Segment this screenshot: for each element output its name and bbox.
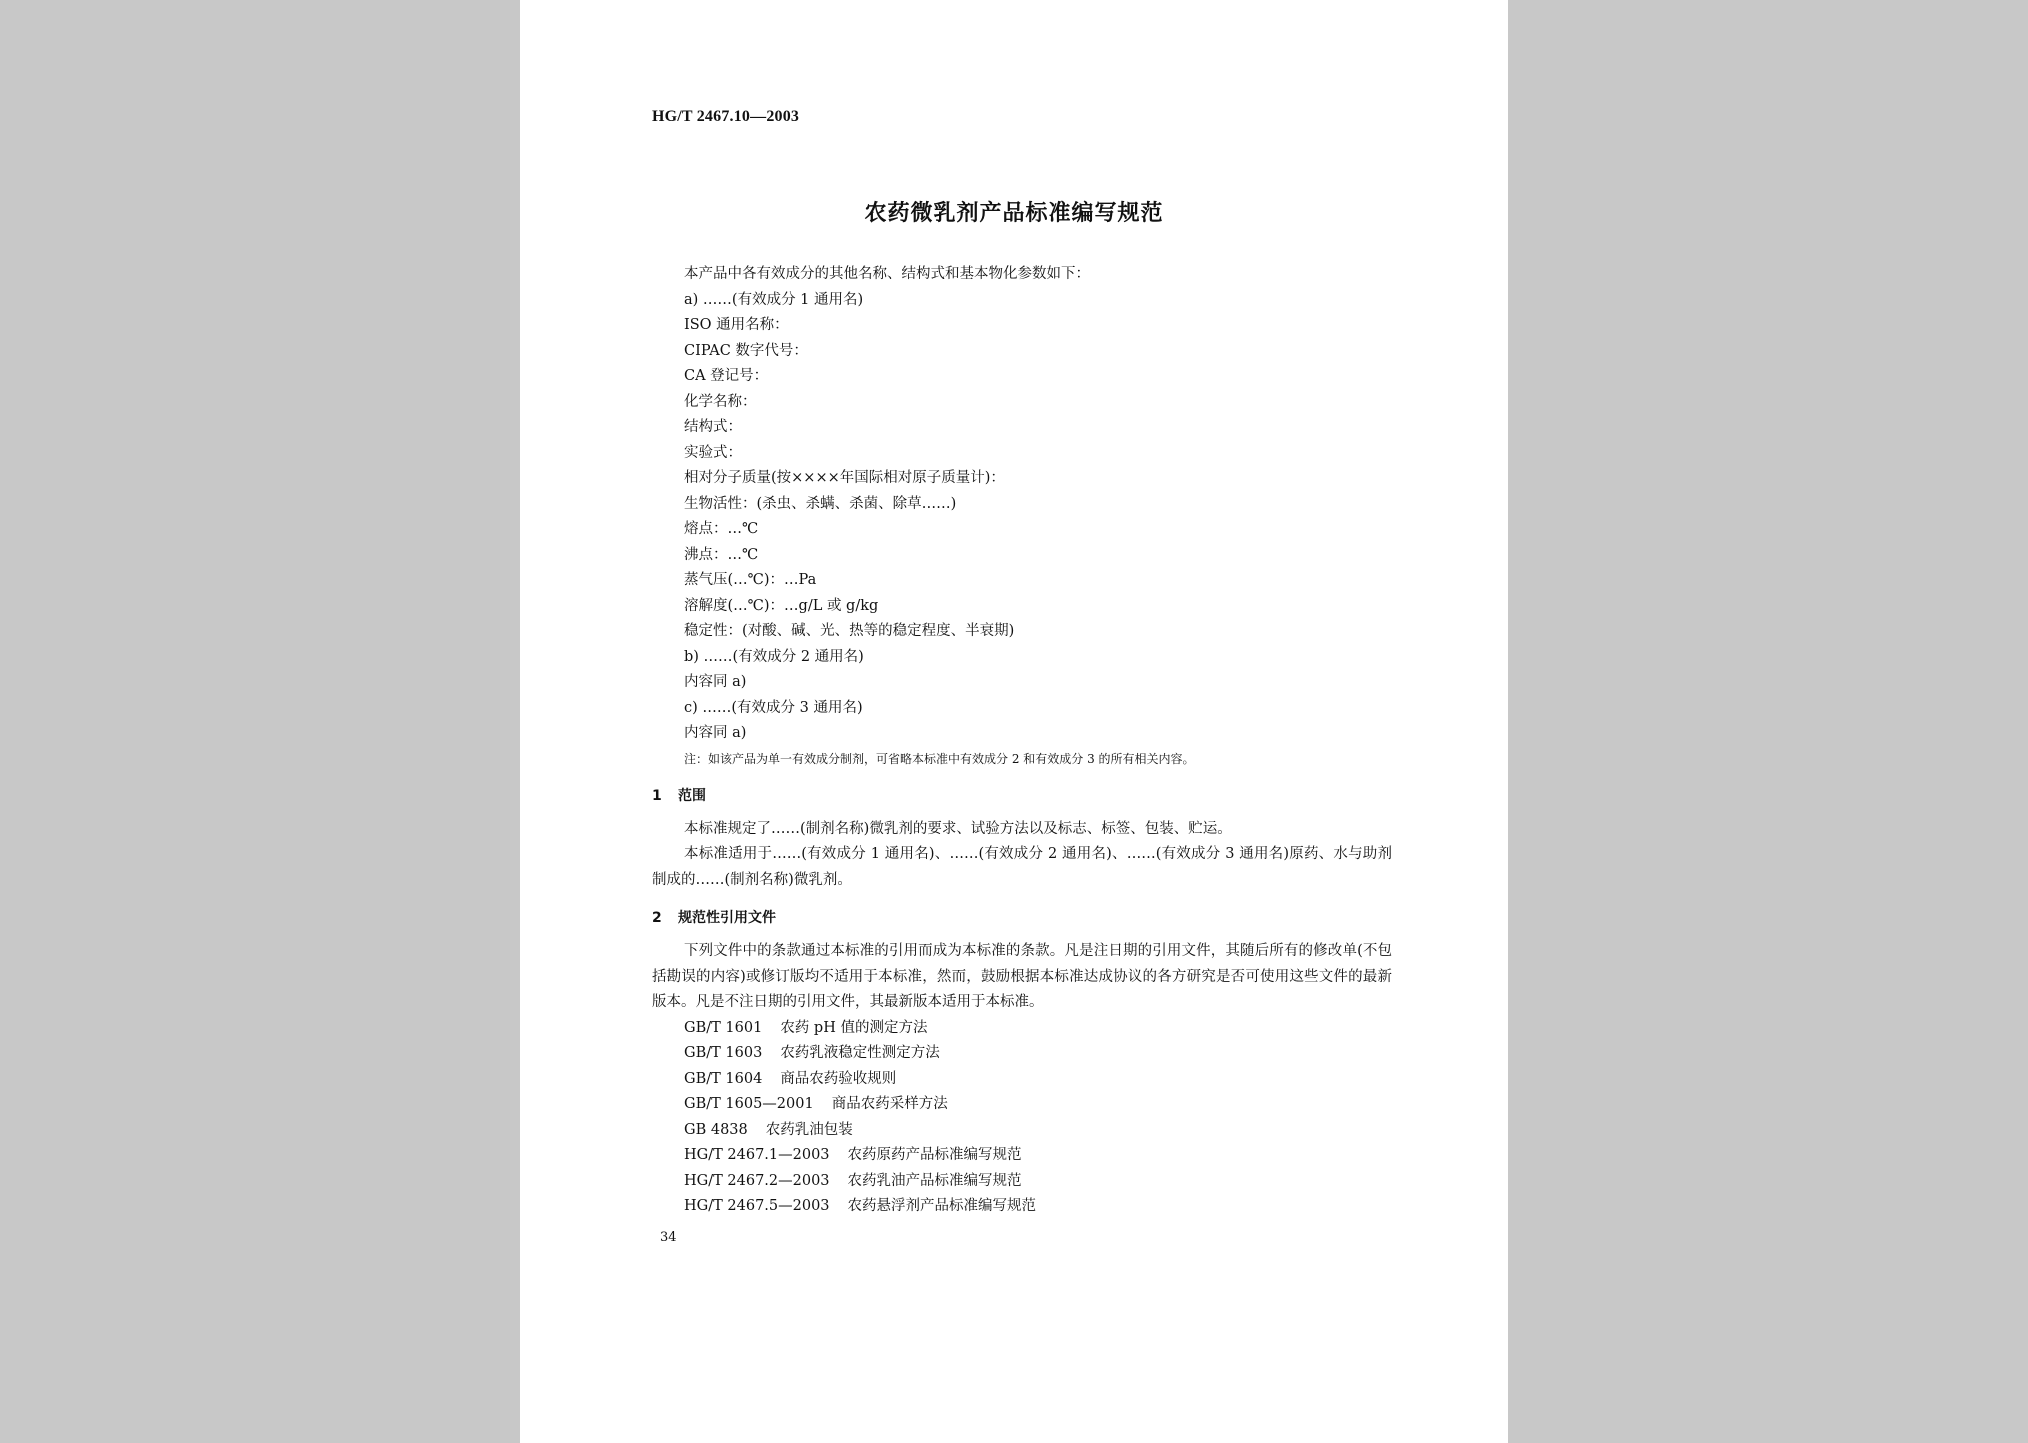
intro-line: 蒸气压(…℃)：…Pa <box>684 572 817 588</box>
intro-note: 注：如该产品为单一有效成分制剂，可省略本标准中有效成分 2 和有效成分 3 的所有相关内容。 <box>684 751 1195 766</box>
intro-line: 内容同 a) <box>684 674 747 690</box>
reference-item <box>652 1067 1392 1093</box>
intro-line: 内容同 a) <box>684 725 747 741</box>
intro-line: 本产品中各有效成分的其他名称、结构式和基本物化参数如下： <box>684 266 1090 282</box>
intro-block <box>652 262 1392 771</box>
section-2-paragraph: 下列文件中的条款通过本标准的引用而成为本标准的条款。凡是注日期的引用文件，其随后所有的修改单(不包括勘误的内容)或修订版均不适用于本标准，然而，鼓励根据本标准达成协议的各方研究是否可使用这些文件的最新版本。凡是不注日期的引用文件，其最新版本适用于本标准。 <box>652 943 1392 1010</box>
section-2-heading <box>652 905 1392 931</box>
reference-code: HG/T 2467.5—2003 <box>684 1198 830 1214</box>
reference-code: GB 4838 <box>684 1121 748 1138</box>
reference-name: 商品农药采样方法 <box>831 1096 948 1112</box>
intro-line: ISO 通用名称： <box>684 317 789 333</box>
section-title: 规范性引用文件 <box>678 910 776 926</box>
reference-item <box>652 1016 1392 1042</box>
intro-line: 稳定性：(对酸、碱、光、热等的稳定程度、半衰期) <box>684 623 1015 639</box>
section-1-heading <box>652 783 1392 809</box>
intro-line: 熔点：…℃ <box>684 521 759 537</box>
document-code: HG/T 2467.10—2003 <box>652 108 800 125</box>
intro-line: a) ……(有效成分 1 通用名) <box>684 291 864 308</box>
section-title: 范围 <box>678 787 706 804</box>
reference-name: 农药乳油产品标准编写规范 <box>847 1172 1022 1189</box>
intro-line: 相对分子质量(按××××年国际相对原子质量计)： <box>684 470 1005 486</box>
intro-line: 溶解度(…℃)：…g/L 或 g/kg <box>684 597 879 614</box>
intro-line: 化学名称： <box>684 393 757 410</box>
section-number: 1 <box>652 787 662 804</box>
reference-code: GB/T 1605—2001 <box>684 1096 814 1112</box>
section-1-paragraph: 本标准规定了……(制剂名称)微乳剂的要求、试验方法以及标志、标签、包装、贮运。 <box>684 820 1232 837</box>
reference-item <box>652 1092 1392 1118</box>
reference-code: GB/T 1603 <box>684 1045 763 1061</box>
reference-code: GB/T 1604 <box>684 1070 763 1087</box>
reference-code: GB/T 1601 <box>684 1019 763 1036</box>
reference-name: 农药悬浮剂产品标准编写规范 <box>847 1198 1037 1214</box>
reference-name: 农药 pH 值的测定方法 <box>780 1019 928 1036</box>
intro-line: 结构式： <box>684 419 742 435</box>
reference-item <box>652 1143 1392 1169</box>
reference-code: HG/T 2467.1—2003 <box>684 1147 830 1163</box>
document-title: 农药微乳剂产品标准编写规范 <box>864 201 1164 226</box>
reference-name: 商品农药验收规则 <box>780 1070 897 1087</box>
reference-name: 农药原药产品标准编写规范 <box>847 1147 1022 1163</box>
intro-line: CIPAC 数字代号： <box>684 342 808 359</box>
reference-item <box>652 1041 1392 1067</box>
intro-line: CA 登记号： <box>684 368 769 384</box>
document-body <box>652 262 1392 1220</box>
page-number: 34 <box>660 1230 677 1245</box>
intro-line: 生物活性：(杀虫、杀螨、杀菌、除草……) <box>684 495 957 512</box>
intro-line: b) ……(有效成分 2 通用名) <box>684 648 864 665</box>
reference-code: HG/T 2467.2—2003 <box>684 1172 830 1189</box>
document-page <box>520 0 1508 1443</box>
section-1-paragraph: 本标准适用于……(有效成分 1 通用名)、……(有效成分 2 通用名)、……(有效成分 3 通用名)原药、水与助剂制成的……(制剂名称)微乳剂。 <box>652 846 1392 888</box>
intro-line: 沸点：…℃ <box>684 546 759 563</box>
reference-name: 农药乳液稳定性测定方法 <box>780 1045 940 1061</box>
reference-item <box>652 1118 1392 1144</box>
intro-line: 实验式： <box>684 444 742 461</box>
reference-item <box>652 1169 1392 1195</box>
reference-item <box>652 1194 1392 1220</box>
reference-name: 农药乳油包装 <box>765 1121 853 1138</box>
reference-list <box>652 1016 1392 1220</box>
section-number: 2 <box>652 910 662 926</box>
intro-line: c) ……(有效成分 3 通用名) <box>684 699 863 716</box>
